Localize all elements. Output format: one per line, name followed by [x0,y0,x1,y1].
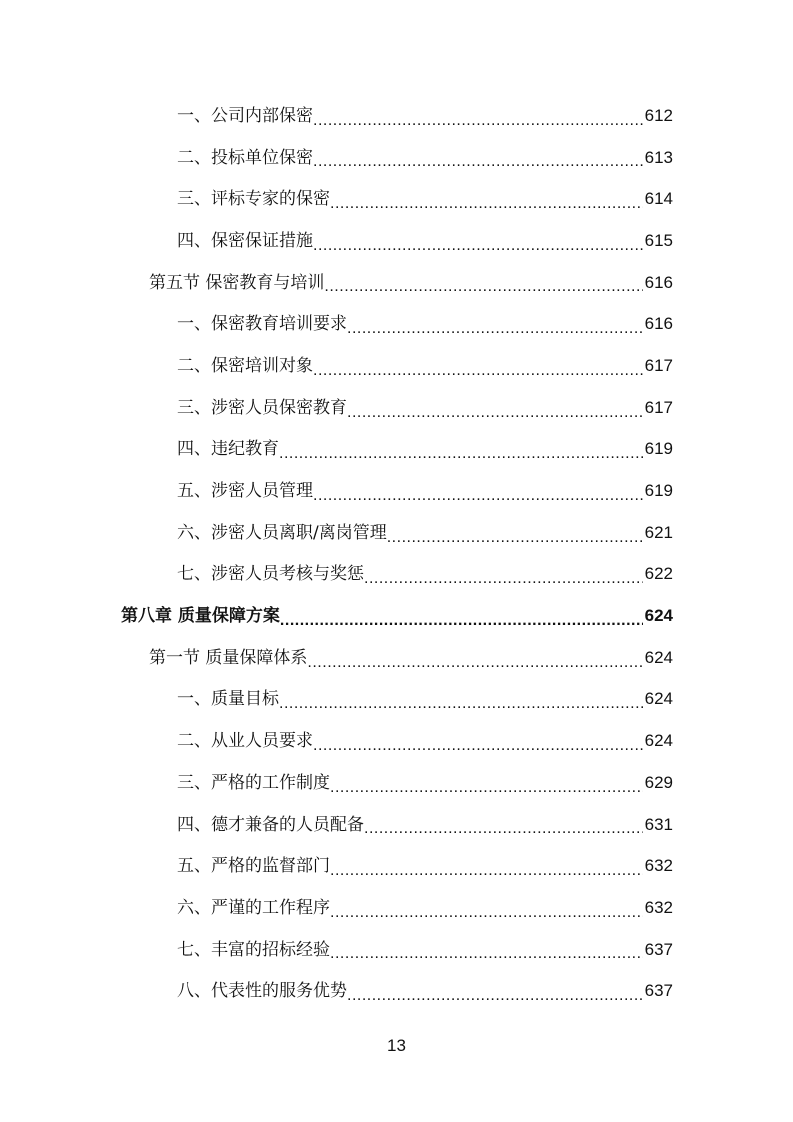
toc-entry-page: 617 [644,397,673,417]
toc-entry-title: 五、严格的监督部门 [177,856,330,877]
toc-entry-title: 六、涉密人员离职/离岗管理 [177,522,387,543]
dot-leader [347,991,643,1001]
toc-entry-title: 第八章 质量保障方案 [121,606,280,627]
toc-entry-title: 第一节 质量保障体系 [149,647,308,668]
toc-entry-item[interactable] [0,303,793,345]
toc-entry-page: 617 [644,355,673,375]
toc-entry-title: 三、评标专家的保密 [177,189,330,210]
toc-entry-title: 一、质量目标 [177,689,279,710]
toc-entry-item[interactable] [0,554,793,596]
toc-entry-item[interactable] [0,929,793,971]
toc-entry-title: 三、涉密人员保密教育 [177,397,347,418]
dot-leader [313,741,643,751]
toc-entry-item[interactable] [0,720,793,762]
toc-entry-item[interactable] [0,512,793,554]
dot-leader [280,616,643,626]
toc-entry-title: 二、保密培训对象 [177,355,313,376]
dot-leader [313,157,643,167]
dot-leader [330,908,643,918]
toc-entry-item[interactable] [0,887,793,929]
toc-entry-title: 第五节 保密教育与培训 [149,272,325,293]
dot-leader [279,449,643,459]
toc-entry-title: 四、德才兼备的人员配备 [177,814,364,835]
toc-entry-item[interactable] [0,679,793,721]
toc-entry-title: 八、代表性的服务优势 [177,981,347,1002]
dot-leader [313,366,643,376]
toc-entry-title: 三、严格的工作制度 [177,772,330,793]
toc-entry-item[interactable] [0,470,793,512]
dot-leader [330,866,643,876]
toc-entry-page: 622 [644,564,673,584]
toc-entry-item[interactable] [0,95,793,137]
toc-entry-title: 五、涉密人员管理 [177,481,313,502]
toc-entry-page: 612 [644,105,673,125]
toc-entry-title: 二、从业人员要求 [177,731,313,752]
toc-entry-page: 614 [644,189,673,209]
toc-entry-page: 632 [644,897,673,917]
toc-entry-title: 一、保密教育培训要求 [177,314,347,335]
dot-leader [313,491,643,501]
toc-entry-page: 619 [644,439,673,459]
toc-entry-item[interactable] [0,762,793,804]
dot-leader [330,783,643,793]
dot-leader [307,658,642,668]
page-number: 13 [387,1036,406,1055]
toc-entry-item[interactable] [0,220,793,262]
toc-entry-page: 624 [644,606,673,626]
toc-entry-section[interactable] [0,637,793,679]
toc-entry-page: 615 [644,230,673,250]
toc-entry-chapter[interactable] [0,595,793,637]
dot-leader [364,824,643,834]
toc-entry-title: 一、公司内部保密 [177,105,313,126]
toc-entry-item[interactable] [0,970,793,1012]
dot-leader [279,699,643,709]
toc-entry-page: 631 [644,814,673,834]
toc-entry-page: 637 [644,981,673,1001]
toc-entry-title: 七、涉密人员考核与奖惩 [177,564,364,585]
dot-leader [313,116,643,126]
toc-entry-page: 637 [644,939,673,959]
toc-entry-title: 七、丰富的招标经验 [177,939,330,960]
dot-leader [347,408,643,418]
toc-entry-page: 624 [644,689,673,709]
toc-entry-title: 四、违纪教育 [177,439,279,460]
toc-entry-item[interactable] [0,137,793,179]
toc-entry-item[interactable] [0,804,793,846]
toc-entry-page: 616 [644,314,673,334]
toc-entry-section[interactable] [0,262,793,304]
dot-leader [347,324,643,334]
dot-leader [313,241,643,251]
toc-entry-page: 613 [644,147,673,167]
toc-entry-page: 624 [644,647,673,667]
dot-leader [330,199,643,209]
toc-entry-item[interactable] [0,429,793,471]
toc-entry-title: 二、投标单位保密 [177,147,313,168]
toc-entry-item[interactable] [0,345,793,387]
toc-entry-item[interactable] [0,387,793,429]
toc-entry-page: 632 [644,856,673,876]
toc-entry-title: 四、保密保证措施 [177,230,313,251]
dot-leader [387,533,643,543]
toc-entry-page: 616 [644,272,673,292]
toc-entry-page: 629 [644,772,673,792]
toc-entry-page: 621 [644,522,673,542]
dot-leader [364,574,643,584]
toc-entry-item[interactable] [0,178,793,220]
toc-entry-page: 619 [644,481,673,501]
dot-leader [330,949,643,959]
toc-entry-title: 六、严谨的工作程序 [177,897,330,918]
toc-entry-page: 624 [644,731,673,751]
toc-entry-item[interactable] [0,845,793,887]
dot-leader [324,282,642,292]
table-of-contents [0,95,793,1012]
